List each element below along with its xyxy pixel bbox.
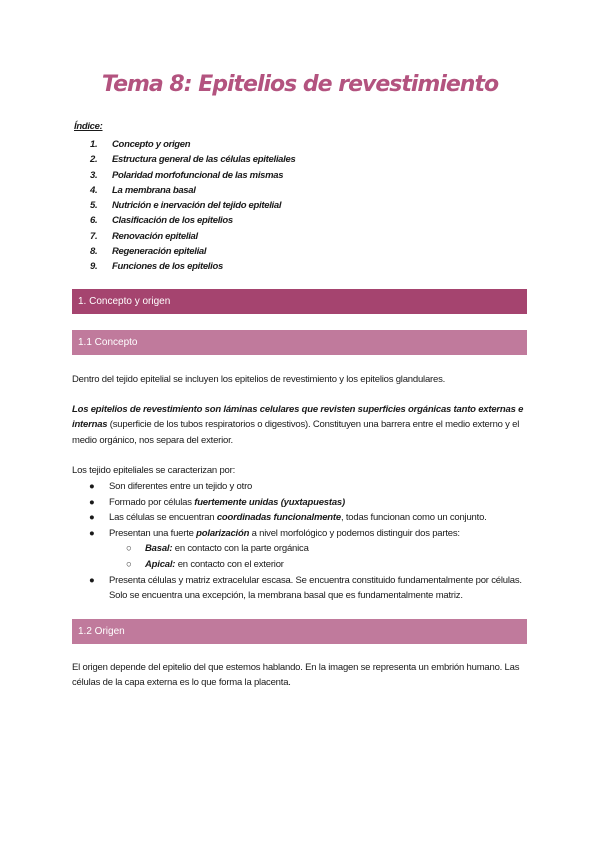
index-label: La membrana basal — [112, 184, 196, 196]
list-item: ● Las células se encuentran coordinadas funcionalmente, todas funcionan como un conjunto. — [72, 510, 532, 526]
index-item — [74, 137, 295, 152]
index-item — [74, 168, 295, 183]
list-item: ● Presenta células y matriz extracelular escasa. Se encuentra constituido fundamentalmente por células. Solo se encuentra una excepción, la membrana basal que es fundamentalmente matriz. — [89, 574, 522, 602]
index-item — [74, 213, 295, 228]
circle-bullet-icon: ○ — [126, 558, 132, 570]
sub-list-item: ○ Basal: en contacto con la parte orgánica — [72, 541, 532, 557]
bullet-icon: ● — [89, 481, 95, 492]
paragraph-concepto-intro: Dentro del tejido epitelial se incluyen los epitelios de revestimiento y los epitelios glandulares. — [72, 374, 446, 385]
circle-bullet-icon: ○ — [126, 543, 132, 555]
index-number: 8. — [90, 246, 98, 258]
index-list — [74, 137, 295, 275]
section-heading-1-1: 1.1 Concepto — [72, 330, 527, 355]
index-number: 7. — [90, 230, 98, 242]
table-of-contents — [74, 121, 295, 275]
index-number: 2. — [90, 154, 98, 166]
index-item — [74, 259, 295, 274]
index-item — [74, 152, 295, 167]
index-number: 5. — [90, 200, 98, 212]
index-label: Regeneración epitelial — [112, 246, 207, 258]
index-number: 3. — [90, 169, 98, 181]
index-label: Polaridad morfofuncional de las mismas — [112, 169, 284, 181]
bullet-icon: ● — [89, 496, 95, 508]
index-number: 4. — [90, 184, 98, 196]
paragraph-characteristics-intro: Los tejido epiteliales se caracterizan por: — [72, 465, 236, 476]
index-label: Clasificación de los epitelios — [112, 215, 233, 227]
index-item — [74, 229, 295, 244]
index-label: Concepto y origen — [112, 139, 191, 150]
index-heading: Índice: — [74, 121, 103, 132]
section-heading-1-2: 1.2 Origen — [72, 619, 527, 644]
paragraph-origen: El origen depende del epitelio del que estemos hablando. En la imagen se representa un embrión humano. Las células de la capa externa es lo que forma la placenta. — [72, 662, 520, 689]
index-item — [74, 244, 295, 259]
paragraph-concepto-definition — [72, 402, 532, 448]
index-item — [74, 183, 295, 198]
index-item — [74, 198, 295, 213]
characteristics-list — [72, 479, 532, 604]
section-heading-1: 1. Concepto y origen — [72, 289, 527, 314]
index-label: Estructura general de las células epiteliales — [112, 154, 296, 166]
bullet-icon: ● — [89, 574, 95, 586]
list-item: ● Presentan una fuerte polarización a nivel morfológico y podemos distinguir dos partes: ○ Basal: en contacto con la parte orgánica ○ Apical: en contacto con el exterior — [72, 526, 532, 573]
definition-rest: (superficie de los tubos respiratorios o digestivos). Constituyen una barrera entre el medio externo y el medio orgánico, nos separa del exterior. — [72, 419, 520, 446]
index-label: Funciones de los epitelios — [112, 261, 223, 273]
index-number: 6. — [90, 215, 98, 227]
index-number: 1. — [90, 139, 98, 150]
index-label: Renovación epitelial — [112, 230, 198, 242]
index-number: 9. — [90, 261, 98, 273]
polarity-sublist — [109, 541, 532, 572]
index-label: Nutrición e inervación del tejido epitelial — [112, 200, 282, 212]
list-item: ● Son diferentes entre un tejido y otro — [72, 479, 532, 495]
definition-bold: Los epitelios de revestimiento son láminas celulares que revisten superficies orgánicas tanto externas e internas — [72, 404, 524, 431]
bullet-icon: ● — [89, 512, 95, 524]
bullet-icon: ● — [89, 527, 95, 539]
page-title: Tema 8: Epitelios de revestimiento — [101, 72, 499, 97]
list-item: ● Formado por células fuertemente unidas (yuxtapuestas) — [72, 495, 532, 511]
sub-list-item: ○ Apical: en contacto con el exterior — [72, 557, 532, 573]
